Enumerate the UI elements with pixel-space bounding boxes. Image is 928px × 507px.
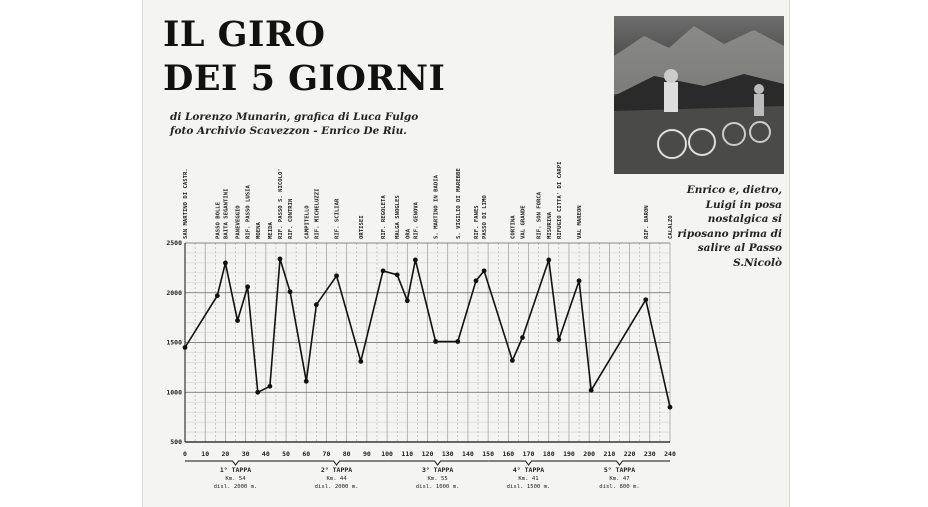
elevation-point (288, 289, 293, 294)
elevation-point (455, 339, 460, 344)
place-label: MOENA (255, 222, 262, 239)
x-tick-label: 80 (342, 450, 351, 458)
place-label: RIF. SCILIAR (334, 198, 341, 239)
stage-label: 2° TAPPA (320, 466, 353, 474)
x-tick-label: 170 (522, 450, 535, 458)
place-label: RIF. PASSO S. NICOLO' (277, 168, 284, 239)
elevation-point (474, 278, 479, 283)
y-tick-label: 1500 (166, 338, 182, 347)
place-label: MISURINA (546, 212, 553, 239)
place-label: RIF. CONTRIN (288, 198, 295, 239)
place-label: MEIDA (267, 222, 274, 239)
x-tick-label: 110 (401, 450, 414, 458)
y-tick-label: 2500 (166, 239, 182, 247)
photo-caption (676, 183, 782, 270)
photo-credits: foto Archivio Scavezzon - Enrico De Riu. (170, 125, 407, 137)
x-tick-label: 20 (221, 450, 230, 458)
place-label: RIF. PASSO LUSIA (245, 185, 252, 239)
place-label: RIF. MICHELUZZI (314, 188, 321, 239)
y-tick-label: 500 (170, 438, 182, 446)
stage-km: Km. 47 (609, 476, 630, 482)
caption-line: nostalgica si (707, 213, 782, 225)
chart-grid (185, 243, 670, 442)
x-tick-label: 230 (643, 450, 656, 458)
elevation-point (395, 272, 400, 277)
stage-km: Km. 44 (326, 476, 347, 482)
elevation-point (381, 268, 386, 273)
elevation-point (482, 268, 487, 273)
place-label: MALGA SNOGLES (395, 195, 402, 239)
x-tick-label: 220 (623, 450, 636, 458)
elevation-point (245, 284, 250, 289)
place-label: RIF. BARON (643, 205, 650, 239)
stage-brace (185, 461, 286, 465)
stage-annotations (185, 461, 670, 490)
x-tick-label: 60 (302, 450, 311, 458)
x-tick-label: 160 (502, 450, 515, 458)
elevation-point (577, 278, 582, 283)
x-tick-label: 70 (322, 450, 331, 458)
x-tick-label: 180 (542, 450, 555, 458)
x-tick-label: 40 (261, 450, 270, 458)
elevation-point (314, 302, 319, 307)
x-tick-label: 200 (583, 450, 596, 458)
elevation-profile-chart (145, 140, 685, 495)
stage-dislivello: disl. 800 m. (599, 484, 640, 490)
stage-dislivello: disl. 1000 m. (415, 484, 460, 490)
x-tick-label: 210 (603, 450, 616, 458)
y-tick-label: 1000 (166, 388, 182, 397)
place-label: SAN MARTINO DI CASTR. (183, 168, 189, 239)
elevation-point (433, 339, 438, 344)
elevation-point (304, 379, 309, 384)
place-label: RIF. GENOVA (413, 201, 420, 239)
elevation-point (510, 358, 515, 363)
stage-brace (488, 461, 569, 465)
place-label: RIFUGIO CITTA' DI CARPI (556, 161, 563, 239)
elevation-point (255, 390, 260, 395)
stage-brace (387, 461, 488, 465)
y-tick-label: 2000 (166, 288, 182, 297)
caption-line: riposano prima di (677, 227, 782, 240)
place-label: VAL GRANDE (520, 205, 527, 239)
elevation-point (546, 258, 551, 263)
stage-label: 5° TAPPA (603, 466, 636, 474)
elevation-point (334, 273, 339, 278)
elevation-point (183, 345, 188, 350)
elevation-point (405, 298, 410, 303)
elevation-point (643, 297, 648, 302)
place-label: PASSO BOLLE (215, 201, 222, 239)
caption-line: S.Nicolò (733, 256, 782, 269)
title-line-2: DEI 5 GIORNI (163, 58, 446, 99)
place-label: RIF. REGOLETA (381, 195, 388, 239)
stage-label: 4° TAPPA (512, 466, 545, 474)
place-label: RIF. FANES (474, 205, 480, 239)
elevation-point (413, 258, 418, 263)
x-tick-label: 90 (362, 450, 371, 458)
caption-line: Enrico e, dietro, (686, 184, 782, 196)
stage-km: Km. 41 (518, 476, 539, 482)
place-label: PASSO DI LIMO (482, 195, 489, 239)
stage-dislivello: disl. 1500 m. (506, 484, 551, 490)
x-tick-label: 240 (664, 450, 676, 458)
elevation-point (235, 318, 240, 323)
place-label: BAITA SEGANTINI (223, 188, 230, 239)
elevation-point (668, 405, 673, 410)
caption-line: Luigi in posa (705, 198, 782, 211)
stage-label: 1° TAPPA (219, 466, 252, 474)
x-tick-label: 140 (462, 450, 474, 458)
stage-dislivello: disl. 2000 m. (314, 484, 359, 490)
x-tick-label: 150 (482, 450, 494, 458)
x-tick-label: 10 (201, 450, 210, 458)
place-label: ORTISEI (358, 215, 365, 239)
x-tick-label: 100 (381, 450, 393, 458)
place-label: S. MARTINO IN BADIA (433, 175, 440, 239)
stage-label: 3° TAPPA (421, 466, 454, 474)
x-axis-tick-labels (183, 450, 676, 458)
elevation-point (215, 293, 220, 298)
place-label: CAMPITELLO (304, 205, 311, 239)
place-labels (183, 162, 674, 239)
elevation-point (589, 388, 594, 393)
stage-dislivello: disl. 2000 m. (213, 484, 258, 490)
elevation-point (358, 359, 363, 364)
stage-km: Km. 54 (225, 476, 246, 482)
title-line-1: IL GIRO (163, 14, 326, 55)
place-label: PANEVEGGIO (235, 205, 242, 239)
x-tick-label: 120 (421, 450, 434, 458)
elevation-point (278, 257, 283, 262)
stage-brace (286, 461, 387, 465)
place-label: RIF. SON FORCA (536, 191, 543, 239)
place-label: CALALZO (668, 215, 674, 239)
x-tick-label: 30 (241, 450, 250, 458)
elevation-point (267, 384, 272, 389)
y-axis-tick-labels (166, 239, 182, 446)
place-label: S. VIGILIO DI MAREBBE (455, 168, 462, 239)
stage-km: Km. 55 (427, 476, 448, 482)
x-tick-label: 190 (563, 450, 575, 458)
stage-brace (569, 461, 670, 465)
place-label: VAL MAREON (577, 205, 584, 239)
elevation-point (223, 261, 228, 266)
elevation-point (556, 337, 561, 342)
place-label: CORTINA (510, 215, 517, 239)
author-credits: di Lorenzo Munarin, grafica di Luca Fulgo (170, 111, 419, 123)
x-tick-label: 130 (441, 450, 454, 458)
x-tick-label: 0 (183, 450, 187, 458)
elevation-point (520, 335, 525, 340)
x-tick-label: 50 (282, 450, 290, 458)
caption-line: salire al Passo (697, 242, 782, 254)
place-label: ORA (405, 228, 412, 239)
